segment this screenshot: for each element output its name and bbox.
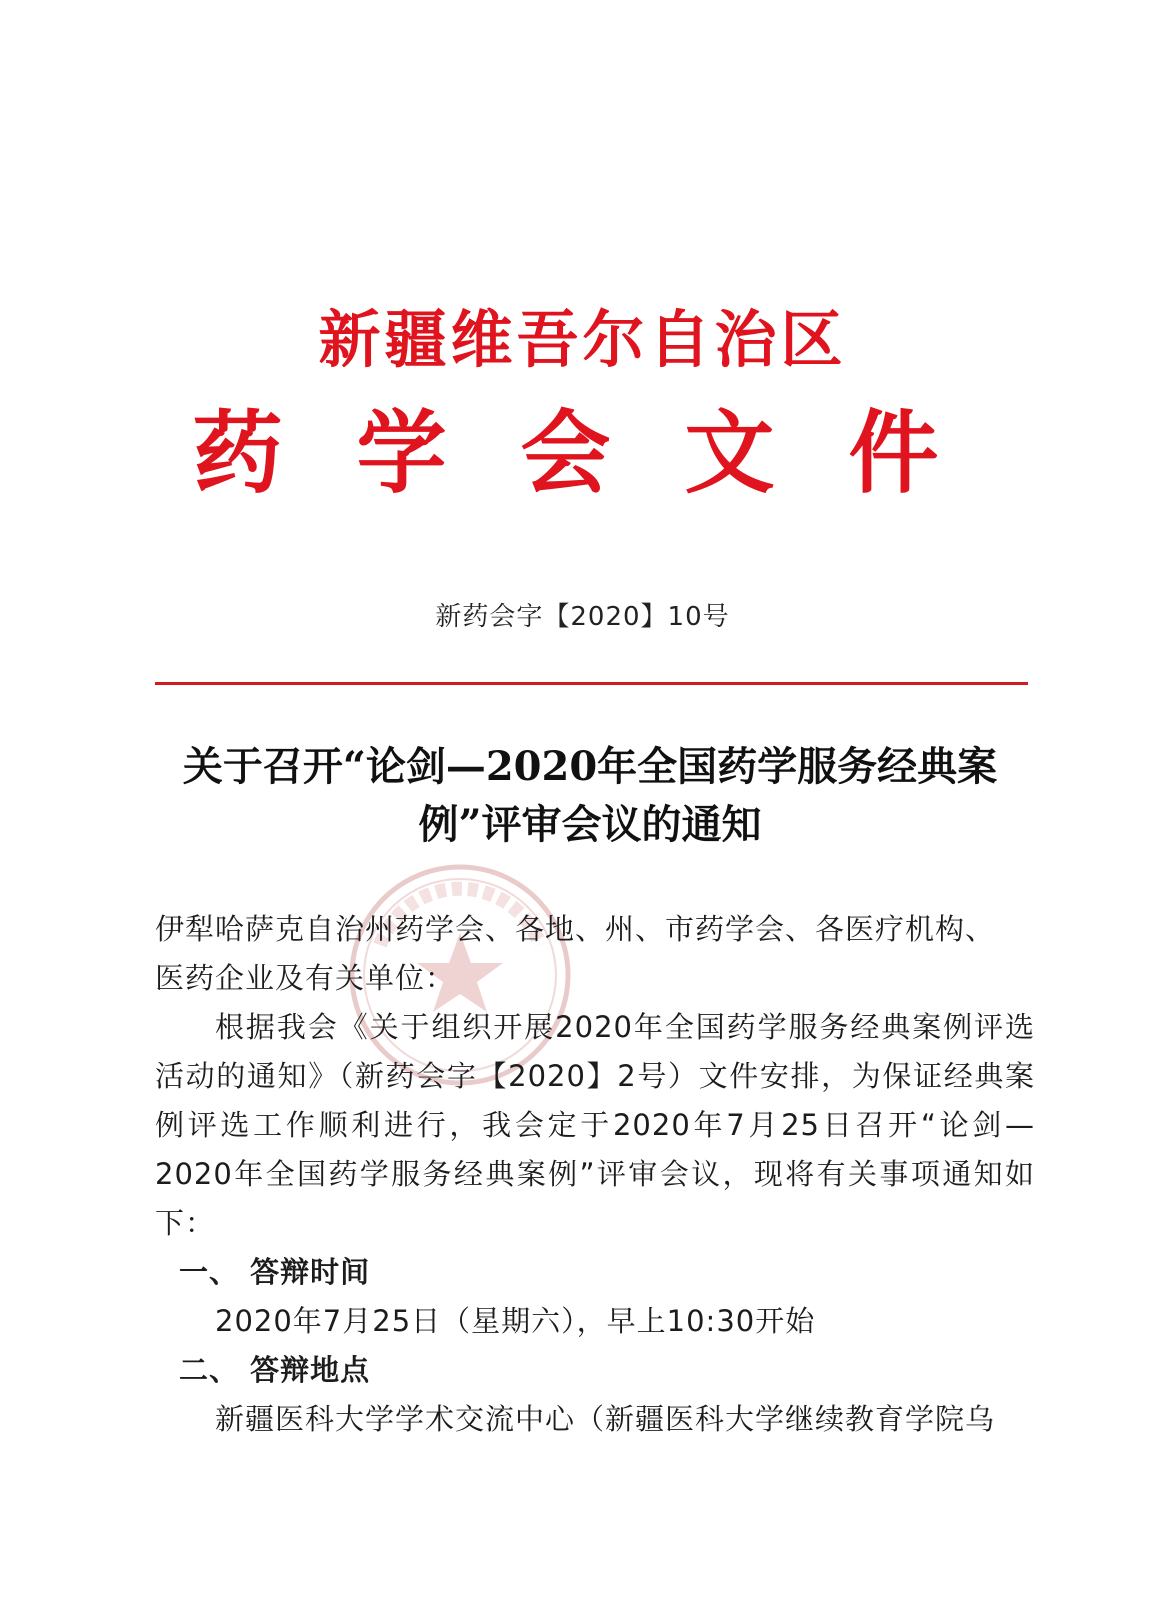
masthead-doc-type: 药学会文件 (192, 400, 1013, 506)
masthead-org-line: 新疆维吾尔自治区 (318, 303, 847, 376)
notice-body (155, 905, 1035, 1444)
section-content-location: 新疆医科大学学术交流中心（新疆医科大学继续教育学院乌 (215, 1402, 996, 1436)
title-line-2: 例”评审会议的通知 (418, 801, 762, 848)
section-content-time: 2020年7月25日（星期六），早上10:30开始 (215, 1304, 816, 1338)
notice-title (150, 738, 1030, 854)
addressee-line-2: 医药企业及有关单位： (155, 961, 456, 995)
addressee-line-1: 伊犁哈萨克自治州药学会、各地、州、市药学会、各医疗机构、 (155, 912, 996, 946)
paragraph-intro: 根据我会《关于组织开展2020年全国药学服务经典案例评选活动的通知》（新药会字【2020】2号）文件安排，为保证经典案例评选工作顺利进行，我会定于2020年7月25日召开“论剑—2020年全国药学服务经典案例”评审会议，现将有关事项通知如下： (155, 1010, 1035, 1240)
section-heading-location: 二、 答辩地点 (179, 1353, 371, 1387)
title-line-1: 关于召开“论剑—2020年全国药学服务经典案 (182, 743, 998, 790)
document-number: 新药会字【2020】10号 (435, 602, 730, 632)
red-divider-line (155, 682, 1028, 685)
section-heading-time: 一、 答辩时间 (179, 1255, 371, 1289)
